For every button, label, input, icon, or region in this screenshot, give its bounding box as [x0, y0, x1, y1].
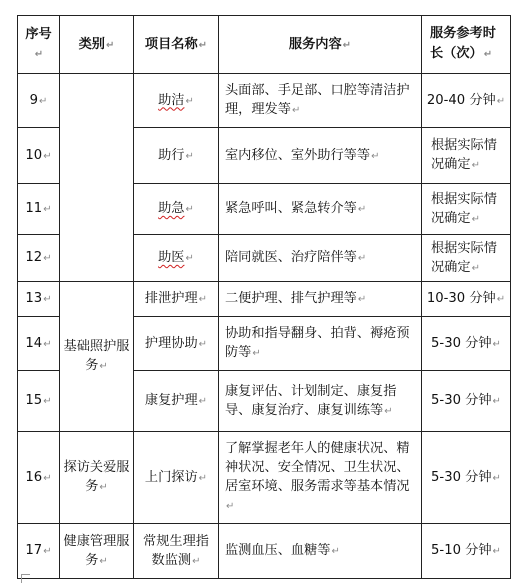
- header-duration: 服务参考时长（次）↵: [422, 16, 511, 74]
- service-duration: 5-30 分钟↵: [422, 317, 511, 371]
- row-number: 13↵: [18, 282, 60, 317]
- header-no: 序号↵: [18, 16, 60, 74]
- item-name: 常规生理指数监测↵: [134, 524, 219, 579]
- table-row: [18, 282, 511, 317]
- row-number: 15↵: [18, 371, 60, 432]
- table-header-row: [18, 16, 511, 74]
- row-number: 14↵: [18, 317, 60, 371]
- category-cell: 健康管理服务↵: [60, 524, 134, 579]
- item-name: 康复护理↵: [134, 371, 219, 432]
- category-cell-empty: [60, 74, 134, 282]
- service-duration: 根据实际情况确定↵: [422, 184, 511, 235]
- service-duration: 5-10 分钟↵: [422, 524, 511, 579]
- header-item-name: 项目名称↵: [134, 16, 219, 74]
- service-duration: 根据实际情况确定↵: [422, 235, 511, 282]
- service-content: 康复评估、计划制定、康复指导、康复治疗、康复训练等↵: [219, 371, 422, 432]
- item-name: 助洁↵: [134, 74, 219, 128]
- item-name: 助急↵: [134, 184, 219, 235]
- service-table: [17, 15, 511, 579]
- row-number: 11↵: [18, 184, 60, 235]
- row-number: 9↵: [18, 74, 60, 128]
- table-row: [18, 524, 511, 579]
- service-content: 紧急呼叫、紧急转介等↵: [219, 184, 422, 235]
- service-content: 室内移位、室外助行等等↵: [219, 128, 422, 184]
- table-row: [18, 432, 511, 524]
- service-content: 二便护理、排气护理等↵: [219, 282, 422, 317]
- item-name: 上门探访↵: [134, 432, 219, 524]
- row-number: 12↵: [18, 235, 60, 282]
- row-number: 16↵: [18, 432, 60, 524]
- item-name: 助医↵: [134, 235, 219, 282]
- category-cell: 基础照护服务↵: [60, 282, 134, 432]
- service-content: 头面部、手足部、口腔等清洁护理，理发等↵: [219, 74, 422, 128]
- service-duration: 根据实际情况确定↵: [422, 128, 511, 184]
- category-cell: 探访关爱服务↵: [60, 432, 134, 524]
- row-number: 17↵: [18, 524, 60, 579]
- service-duration: 5-30 分钟↵: [422, 432, 511, 524]
- item-name: 护理协助↵: [134, 317, 219, 371]
- item-name: 助行↵: [134, 128, 219, 184]
- row-number: 10↵: [18, 128, 60, 184]
- table-row: [18, 74, 511, 128]
- service-content: 监测血压、血糖等↵: [219, 524, 422, 579]
- service-duration: 20-40 分钟↵: [422, 74, 511, 128]
- header-content: 服务内容↵: [219, 16, 422, 74]
- item-name: 排泄护理↵: [134, 282, 219, 317]
- page-corner-mark: [21, 574, 30, 583]
- service-duration: 10-30 分钟↵: [422, 282, 511, 317]
- service-content: 陪同就医、治疗陪伴等↵: [219, 235, 422, 282]
- service-duration: 5-30 分钟↵: [422, 371, 511, 432]
- service-content: 协助和指导翻身、拍背、褥疮预防等↵: [219, 317, 422, 371]
- service-content: 了解掌握老年人的健康状况、精神状况、安全情况、卫生状况、居室环境、服务需求等基本情况↵: [219, 432, 422, 524]
- header-category: 类别↵: [60, 16, 134, 74]
